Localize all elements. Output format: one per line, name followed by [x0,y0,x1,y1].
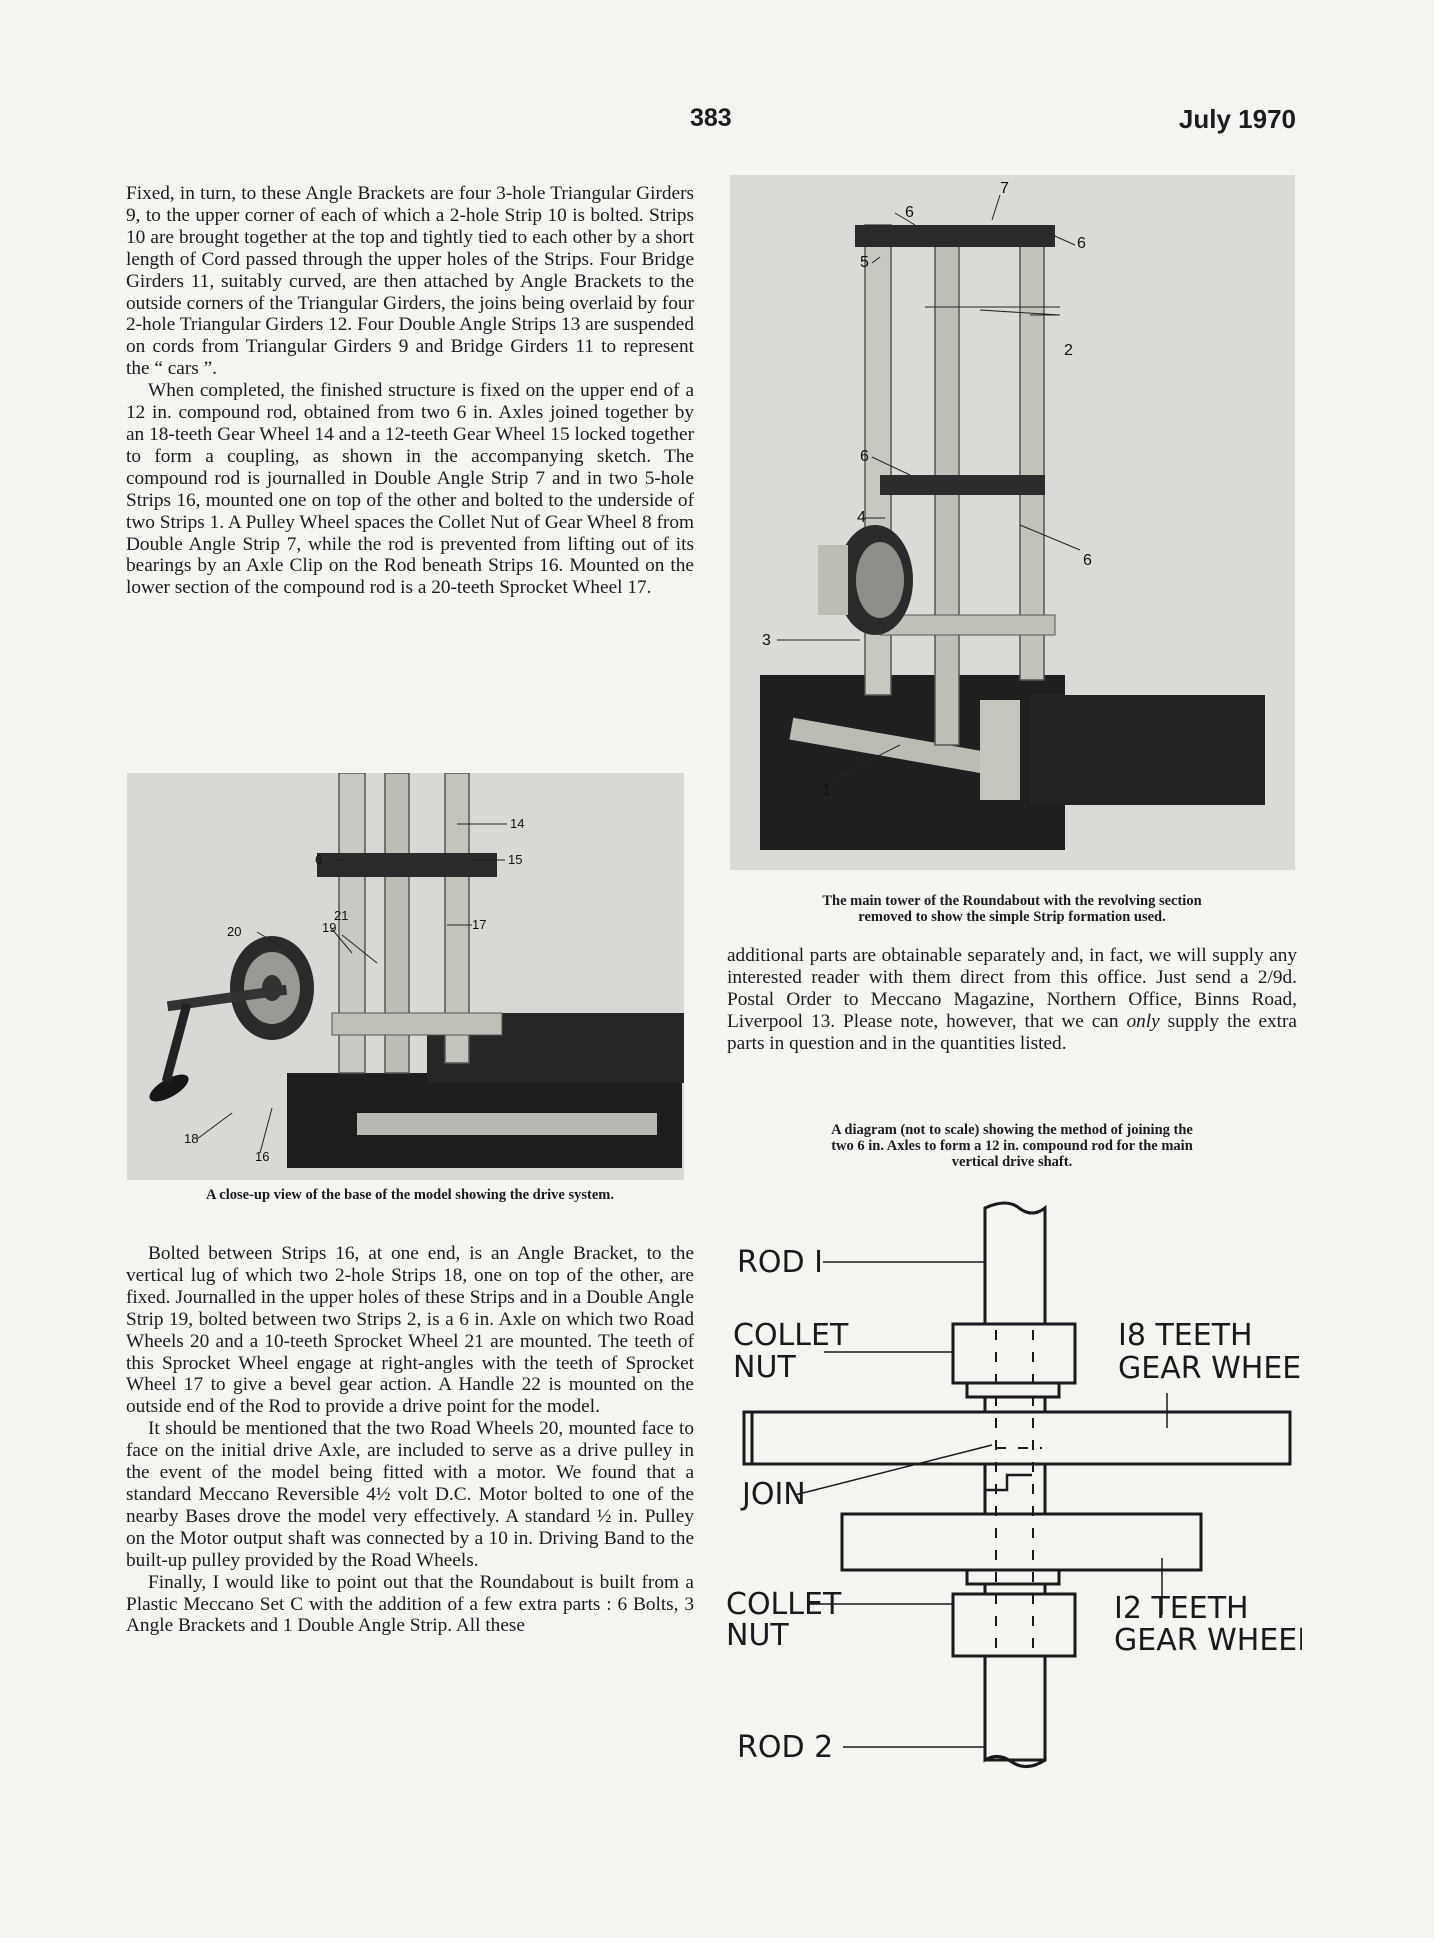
photo-label: 5 [860,254,869,271]
diagram-caption: A diagram (not to scale) showing the method of joining the two 6 in. Axles to form a 12 in. compound rod for the main vertical drive shaft. [831,1122,1193,1170]
photo-label: 19 [322,920,337,935]
compound-rod-diagram [722,1190,1302,1780]
diagram-label-gear12-wheel: GEAR WHEEL [1114,1623,1302,1658]
photo-label: 3 [762,632,771,649]
photo-label: 4 [857,509,866,526]
photo-label: 6 [905,204,914,221]
photo-label: 6 [315,852,323,867]
photo-label: 6 [1083,552,1092,569]
main-tower-photo [730,175,1295,870]
paragraph: It should be mentioned that the two Road Wheels 20, mounted face to face on the initial drive Axle, are included to serve as a drive pulley in the event of the model being fitted with a motor. We found that a standard Meccano Reversible 4½ volt D.C. Motor bolted to one of the nearby Bases drove the model very effectively. A standard ½ in. Pulley on the Motor output shaft was connected by a 10 in. Driving Band to the built-up pulley provided by the Road Wheels. [126,1418,694,1571]
photo-label: 15 [508,852,523,867]
base-photo-caption: A close-up view of the base of the model showing the drive system. [206,1187,614,1203]
photo-label: 6 [1077,235,1086,252]
diagram-label-gear18-wheel: GEAR WHEEL [1118,1351,1302,1386]
diagram-label-gear18: I8 TEETH [1118,1318,1253,1353]
base-closeup-photo [127,773,684,1180]
photo-label: 6 [860,448,869,465]
tower-photo-caption: The main tower of the Roundabout with the revolving section removed to show the simple Strip formation used. [822,893,1202,925]
left-column-bottom [126,1243,694,1637]
right-column-text [727,945,1297,1055]
diagram-label-collet-top: COLLET [733,1318,849,1353]
photo-label: 20 [227,924,242,939]
photo-label: 14 [510,816,525,831]
diagram-label-rod1: ROD I [737,1245,823,1280]
page-number: 383 [690,104,732,132]
left-column-top [126,183,694,599]
photo-label: 16 [255,1149,270,1164]
diagram-label-nut-bot: NUT [726,1618,789,1653]
photo-label: 7 [1000,180,1009,197]
paragraph: Bolted between Strips 16, at one end, is an Angle Bracket, to the vertical lug of which two 2-hole Strips 18, one on top of the other, are fixed. Journalled in the upper holes of these Strips and in a Double Angle Strip 19, bolted between two Strips 2, is a 6 in. Axle on which two Road Wheels 20 and a 10-teeth Sprocket Wheel 21 are mounted. The teeth of this Sprocket Wheel engage at right-angles with the teeth of Sprocket Wheel 17 to give a bevel gear action. A Handle 22 is mounted on the outside end of the Rod to provide a drive point for the model. [126,1243,694,1418]
diagram-label-rod2: ROD 2 [737,1730,834,1765]
issue-date: July 1970 [1178,104,1296,134]
paragraph: Finally, I would like to point out that the Roundabout is built from a Plastic Meccano Set C with the addition of a few extra parts : 6 Bolts, 3 Angle Brackets and 1 Double Angle Strip. All these [126,1571,694,1637]
photo-label: 21 [334,908,349,923]
paragraph: Fixed, in turn, to these Angle Brackets are four 3-hole Triangular Girders 9, to the upper corner of each of which a 2-hole Strip 10 is bolted. Strips 10 are brought together at the top and tightly tied to each other by a short length of Cord passed through the upper holes of the Strips. Four Bridge Girders 11, suitably curved, are then attached by Angle Brackets to the outside corners of the Triangular Girders, the joins being overlaid by four 2-hole Triangular Girders 12. Four Double Angle Strips 13 are suspended on cords from Triangular Girders 9 and Bridge Girders 11 to represent the “ cars ”. [126,183,694,380]
diagram-label-nut-top: NUT [733,1350,796,1385]
diagram-label-collet-bot: COLLET [726,1587,842,1622]
diagram-label-gear12: I2 TEETH [1114,1591,1249,1626]
paragraph: additional parts are obtainable separately and, in fact, we will supply any interested reader with them direct from this office. Just send a 2/9d. Postal Order to Meccano Magazine, Northern Office, Binns Road, Liverpool 13. Please note, however, that we can only supply the extra parts in question and in the quantities listed. [727,945,1297,1054]
photo-label: 2 [1064,342,1073,359]
photo-label: 17 [472,917,487,932]
photo-label: 18 [184,1131,199,1146]
diagram-label-join: JOIN [742,1477,806,1512]
paragraph: When completed, the finished structure is fixed on the upper end of a 12 in. compound rod, obtained from two 6 in. Axles joined together by an 18-teeth Gear Wheel 14 and a 12-teeth Gear Wheel 15 locked together to form a coupling, as shown in the accompanying sketch. The compound rod is journalled in Double Angle Strip 7 and in two 5-hole Strips 16, mounted one on top of the other and bolted to the underside of two Strips 1. A Pulley Wheel spaces the Collet Nut of Gear Wheel 8 from Double Angle Strip 7, while the rod is prevented from lifting out of its bearings by an Axle Clip on the Rod beneath Strips 16. Mounted on the lower section of the compound rod is a 20-teeth Sprocket Wheel 17. [126,380,694,599]
photo-label: 1 [822,782,831,799]
